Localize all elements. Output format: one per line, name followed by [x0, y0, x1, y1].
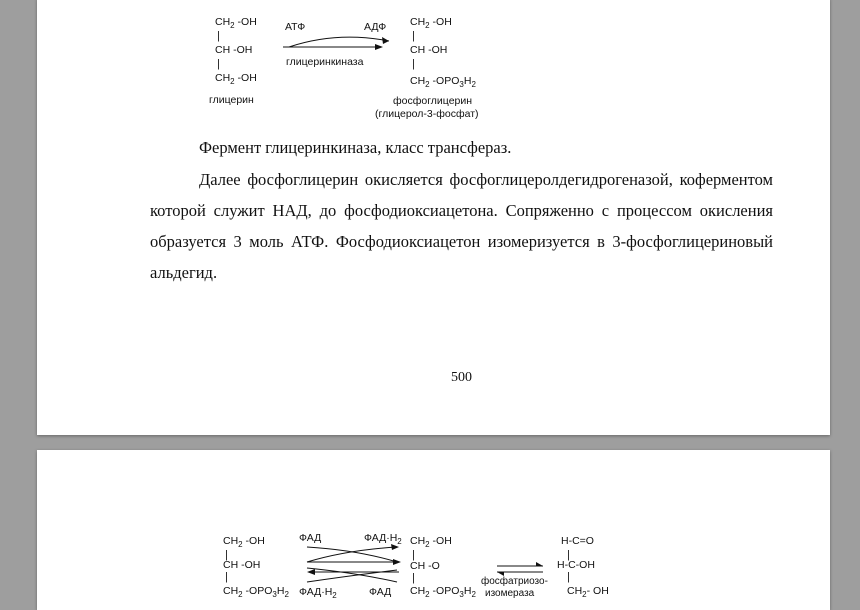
- page-number: 500: [451, 370, 472, 385]
- oxidation-paragraph: Далее фосфоглицерин окисляется фосфоглицеролдегидрогеназой, коферментом которой служит НАД, до фосфодиоксиацетона. Сопряженно с процессом окисления образуется 3 моль АТФ. Фосфодиоксиацетон изомеризуется в 3-фосфоглицериновый альдегид.: [150, 170, 773, 282]
- bond-line: |: [412, 58, 415, 70]
- bond-line: |: [225, 571, 228, 583]
- bond-line: |: [225, 549, 228, 561]
- glycerol-3-phosphate-name: (глицерол-3-фосфат): [375, 108, 479, 120]
- adp-label: АДФ: [364, 21, 387, 33]
- phosphoglycerol-line-1: $CH_2$ -OH: [410, 16, 452, 30]
- fad-out-label: ФАД: [369, 586, 392, 598]
- isomerase-label-1: фосфатриозо-: [481, 576, 548, 587]
- document-page-500: [37, 0, 830, 435]
- enzyme-class-paragraph: Фермент глицеринкиназа, класс трансфераз.: [199, 138, 512, 157]
- middle-line-1: $CH_2$ -OH: [410, 535, 452, 549]
- middle-line-2: CH -O: [410, 560, 440, 572]
- bond-line: |: [412, 549, 415, 561]
- bond-line: |: [567, 571, 570, 583]
- fadh2-in-label: $ФАД\cdot H_2$: [299, 586, 337, 600]
- isomerase-label-2: изомераза: [485, 588, 535, 599]
- product-line-1: H-C=O: [561, 535, 594, 547]
- bond-line: |: [567, 549, 570, 561]
- glycerol-line-3: $CH_2$ -OH: [215, 72, 257, 86]
- fadh2-out-label: $ФАД\cdot H_2$: [364, 532, 402, 546]
- bond-line: |: [412, 572, 415, 584]
- enzyme-label: глицеринкиназа: [286, 56, 364, 68]
- middle-line-3: $CH_2$ $-OPO_3H_2$: [410, 585, 476, 599]
- glycerol-name: глицерин: [209, 94, 254, 106]
- substrate-line-3: $CH_2$ $-OPO_3H_2$: [223, 585, 289, 599]
- fad-in-label: ФАД: [299, 532, 322, 544]
- atp-label: АТФ: [285, 21, 306, 33]
- phosphoglycerol-name: фосфоглицерин: [393, 95, 473, 107]
- phosphoglycerol-line-3: $CH_2$ $-OPO_3H_2$: [410, 75, 476, 89]
- product-line-2: H-C-OH: [557, 559, 595, 571]
- document-page-501: [37, 450, 830, 610]
- bond-line: |: [217, 58, 220, 70]
- bond-line: |: [412, 30, 415, 42]
- substrate-line-2: CH -OH: [223, 559, 261, 571]
- glycerol-line-1: $CH_2$ -OH: [215, 16, 257, 30]
- bond-line: |: [217, 30, 220, 42]
- glycerol-line-2: CH -OH: [215, 44, 253, 56]
- phosphoglycerol-line-2: CH -OH: [410, 44, 448, 56]
- substrate-line-1: $CH_2$ -OH: [223, 535, 265, 549]
- product-line-3: $CH_2-$ OH: [567, 585, 609, 599]
